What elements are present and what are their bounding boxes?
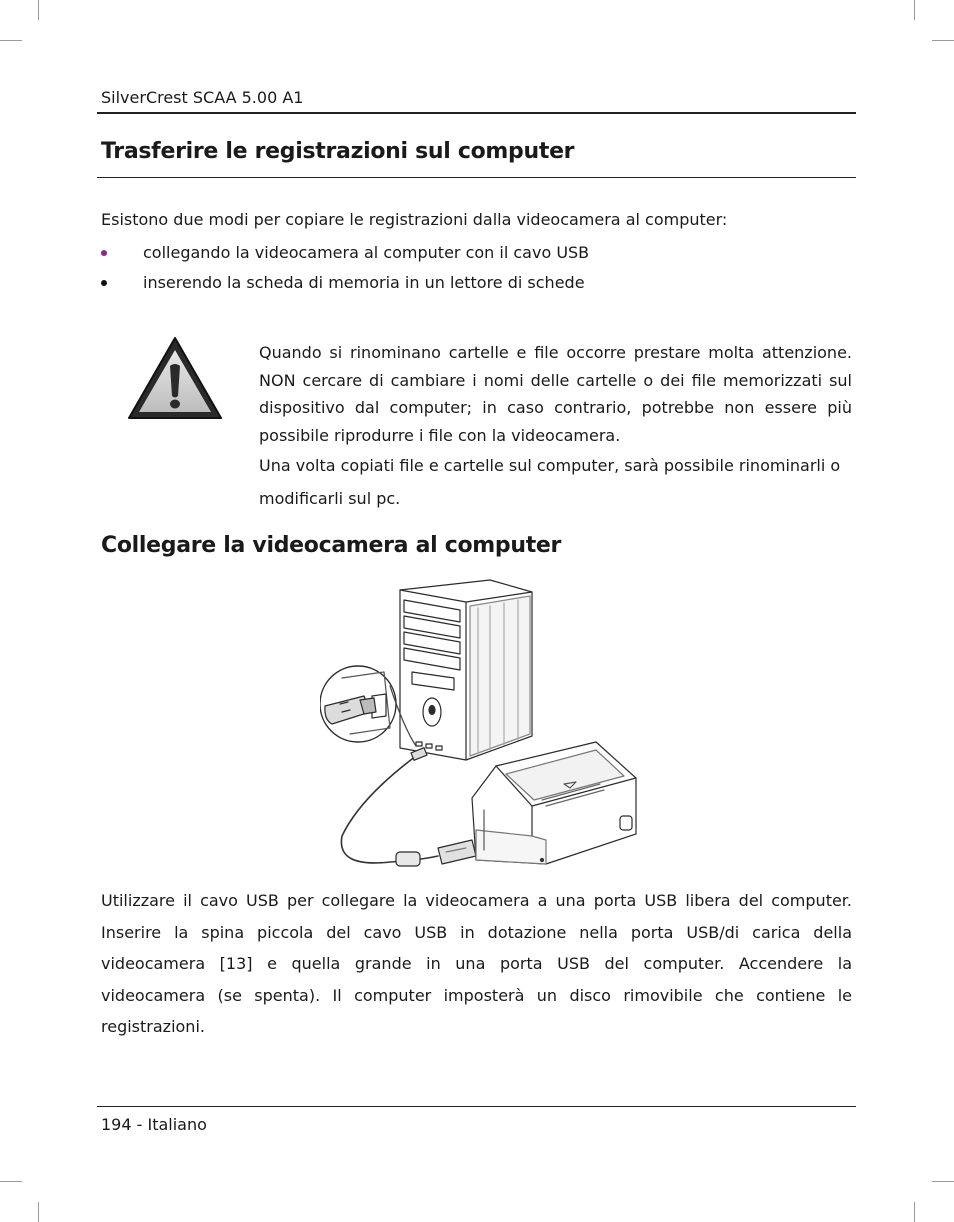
body-line: videocamera [13] e quella grande in una porta USB del computer. Accendere la [101,954,852,974]
warning-line: dispositivo dal computer; in caso contrario, potrebbe non essere più [259,398,852,417]
bullet-text: collegando la videocamera al computer con il cavo USB [143,243,590,262]
warning-line: modificarli sul pc. [259,489,401,508]
warning-line: possibile riprodurre i file con la videocamera. [259,425,621,445]
crop-mark [932,40,954,41]
list-item [101,238,801,268]
warning-text [259,339,852,514]
section-rule [97,177,856,178]
running-header: SilverCrest SCAA 5.00 A1 [101,88,304,107]
crop-mark [38,0,39,20]
body-line: Inserire la spina piccola del cavo USB in dotazione nella porta USB/di carica della [101,922,852,942]
bullet-dot-icon [101,280,107,286]
header-rule [97,112,856,114]
crop-mark [38,1202,39,1222]
crop-mark [0,40,22,41]
warning-line: NON cercare di cambiare i nomi delle cartelle o dei file memorizzati sul [259,370,852,390]
crop-mark [932,1181,954,1182]
bullet-dot-icon [101,250,107,256]
body-line: videocamera (se spenta). Il computer imposterà un disco rimovibile che contiene le [101,985,852,1005]
body-line: Utilizzare il cavo USB per collegare la videocamera a una porta USB libera del computer. [101,891,852,910]
warning-line: Quando si rinominano cartelle e file occorre prestare molta attenzione. [259,343,852,362]
crop-mark [0,1181,22,1182]
intro-paragraph: Esistono due modi per copiare le registrazioni dalla videocamera al computer: [101,210,728,229]
page-number: 194 - Italiano [101,1115,207,1134]
section-title-connect: Collegare la videocamera al computer [101,533,562,558]
crop-mark [914,0,915,20]
body-line: registrazioni. [101,1017,205,1037]
section-title-transfer: Trasferire le registrazioni sul computer [101,139,575,164]
crop-mark [914,1202,915,1222]
footer-rule [97,1106,856,1107]
bullet-text: inserendo la scheda di memoria in un lettore di schede [143,273,585,292]
computer-usb-camera-illustration [320,578,640,878]
warning-line: Una volta copiati file e cartelle sul computer, sarà possibile rinominarli o [259,456,841,475]
list-item [101,268,801,298]
bullet-list [101,238,801,298]
body-paragraph [101,885,852,1043]
warning-triangle-icon [127,336,223,420]
